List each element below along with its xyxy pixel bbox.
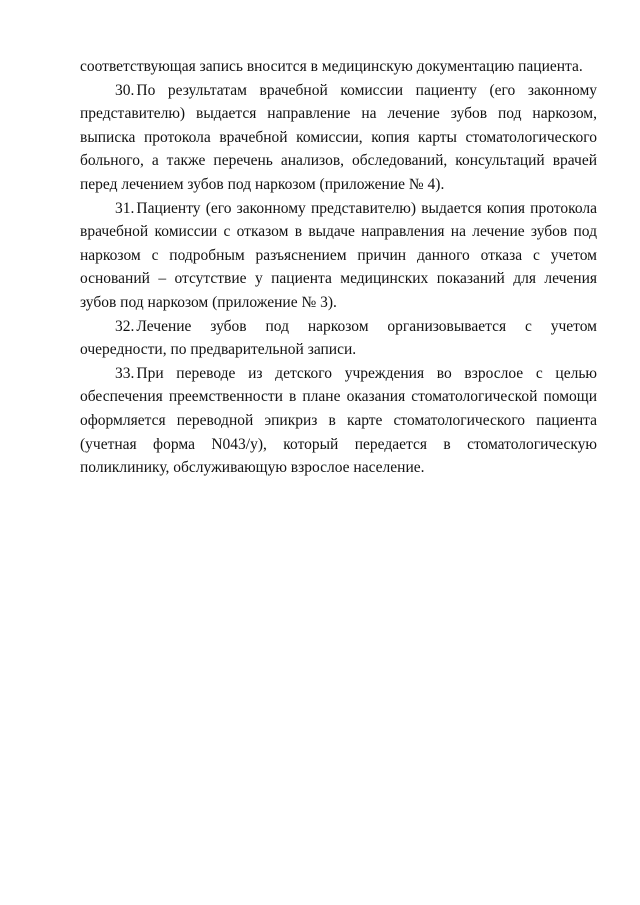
paragraph-text: По результатам врачебной комиссии пациенту (его законному представителю) выдается направление на лечение зубов под наркозом, выписка протокола врачебной комиссии, копия карты стоматологического больного, а также перечень анализов, обследований, консультаций врачей перед лечением зубов под наркозом (приложение № 4).: [80, 81, 597, 193]
paragraph-text: При переводе из детского учреждения во взрослое с целью обеспечения преемственности в плане оказания стоматологической помощи оформляется переводной эпикриз в карте стоматологического пациента (учетная форма N043/у), который передается в стоматологическую поликлинику, обслуживающую взрослое население.: [80, 364, 597, 477]
paragraph-text: соответствующая запись вносится в медицинскую документацию пациента.: [80, 58, 583, 75]
paragraph-number: 32.: [115, 317, 135, 335]
paragraph-number: 33.: [115, 364, 135, 382]
paragraph-33: [80, 362, 597, 480]
paragraph-number: 30.: [115, 81, 135, 99]
paragraph-continuation: [80, 55, 597, 79]
paragraph-text: Лечение зубов под наркозом организовывается с учетом очередности, по предварительной записи.: [80, 317, 597, 359]
paragraph-30: [80, 79, 597, 197]
paragraph-number: 31.: [115, 199, 135, 217]
paragraph-text: Пациенту (его законному представителю) выдается копия протокола врачебной комиссии с отказом в выдаче направления на лечение зубов под наркозом с подробным разъяснением причин данного отказа с учетом оснований – отсутствие у пациента медицинских показаний для лечения зубов под наркозом (приложение № 3).: [80, 199, 597, 311]
paragraph-31: [80, 197, 597, 315]
document-body: [80, 55, 597, 480]
paragraph-32: [80, 315, 597, 362]
